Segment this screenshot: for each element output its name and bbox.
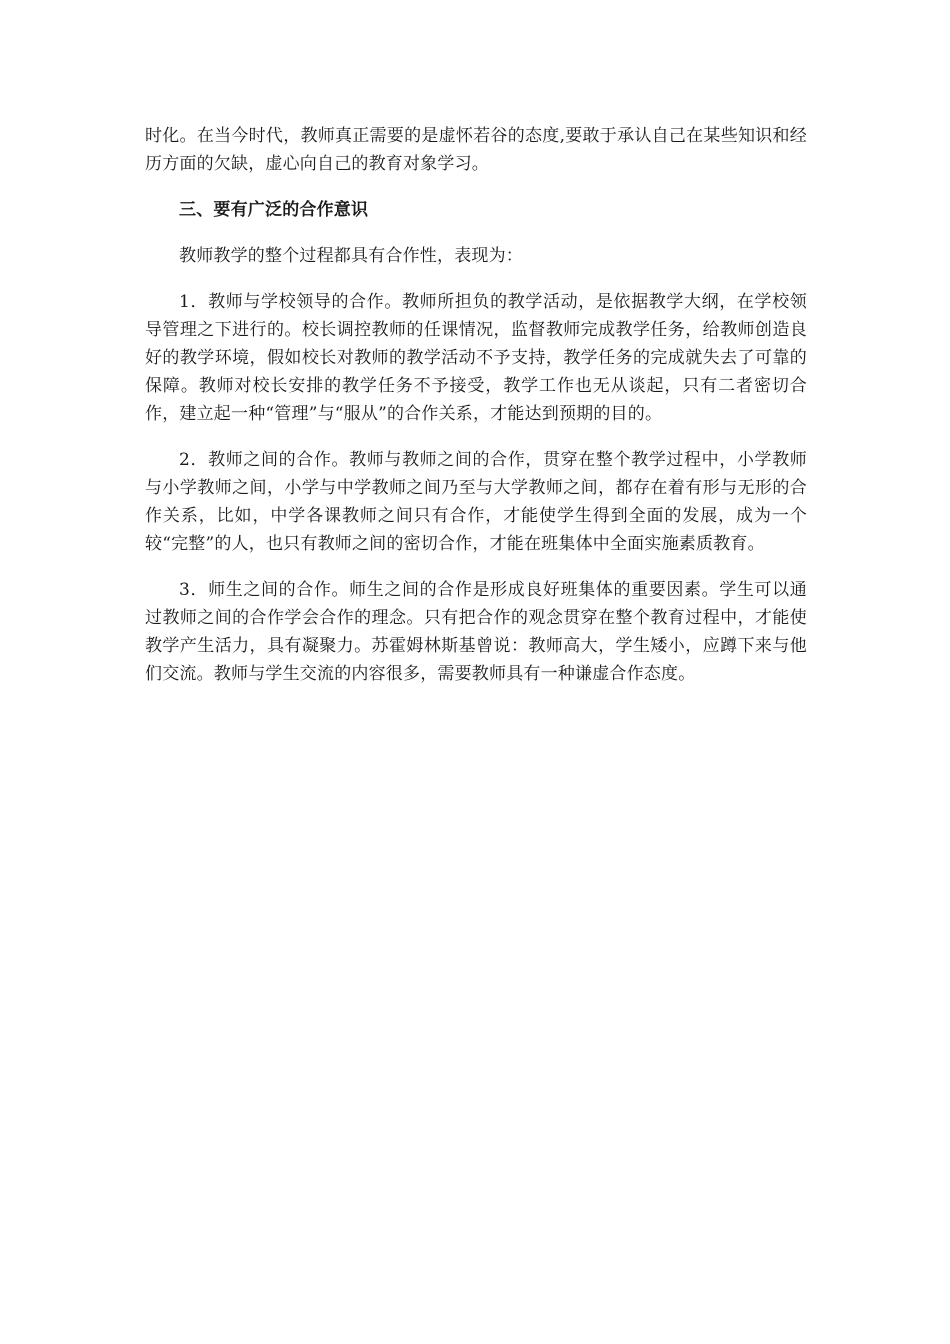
paragraph-continuation: 时化。在当今时代，教师真正需要的是虚怀若谷的态度,要敢于承认自己在某些知识和经历方面的欠缺，虚心向自己的教育对象学习。 [145, 126, 807, 174]
paragraph-item-1: 1．教师与学校领导的合作。教师所担负的教学活动，是依据教学大纲，在学校领导管理之下进行的。校长调控教师的任课情况，监督教师完成教学任务，给教师创造良好的教学环境，假如校长对教师的教学活动不予支持，教学任务的完成就失去了可靠的保障。教师对校长安排的教学任务不予接受，教学工作也无从谈起，只有二者密切合作，建立起一种“管理”与“服从”的合作关系，才能达到预期的目的。 [145, 292, 807, 424]
paragraph-intro: 教师教学的整个过程都具有合作性，表现为： [179, 246, 523, 266]
paragraph-item-3: 3．师生之间的合作。师生之间的合作是形成良好班集体的重要因素。学生可以通过教师之间的合作学会合作的理念。只有把合作的观念贯穿在整个教育过程中，才能使教学产生活力，具有凝聚力。苏霍姆林斯基曾说：教师高大，学生矮小，应蹲下来与他们交流。教师与学生交流的内容很多，需要教师具有一种谦虚合作态度。 [145, 580, 807, 684]
section-heading: 三、要有广泛的合作意识 [179, 200, 369, 220]
document-body [145, 122, 807, 688]
paragraph-item-2: 2．教师之间的合作。教师与教师之间的合作，贯穿在整个教学过程中，小学教师与小学教师之间，小学与中学教师之间乃至与大学教师之间，都存在着有形与无形的合作关系，比如，中学各课教师之间只有合作，才能使学生得到全面的发展，成为一个较“完整”的人，也只有教师之间的密切合作，才能在班集体中全面实施素质教育。 [145, 450, 807, 554]
